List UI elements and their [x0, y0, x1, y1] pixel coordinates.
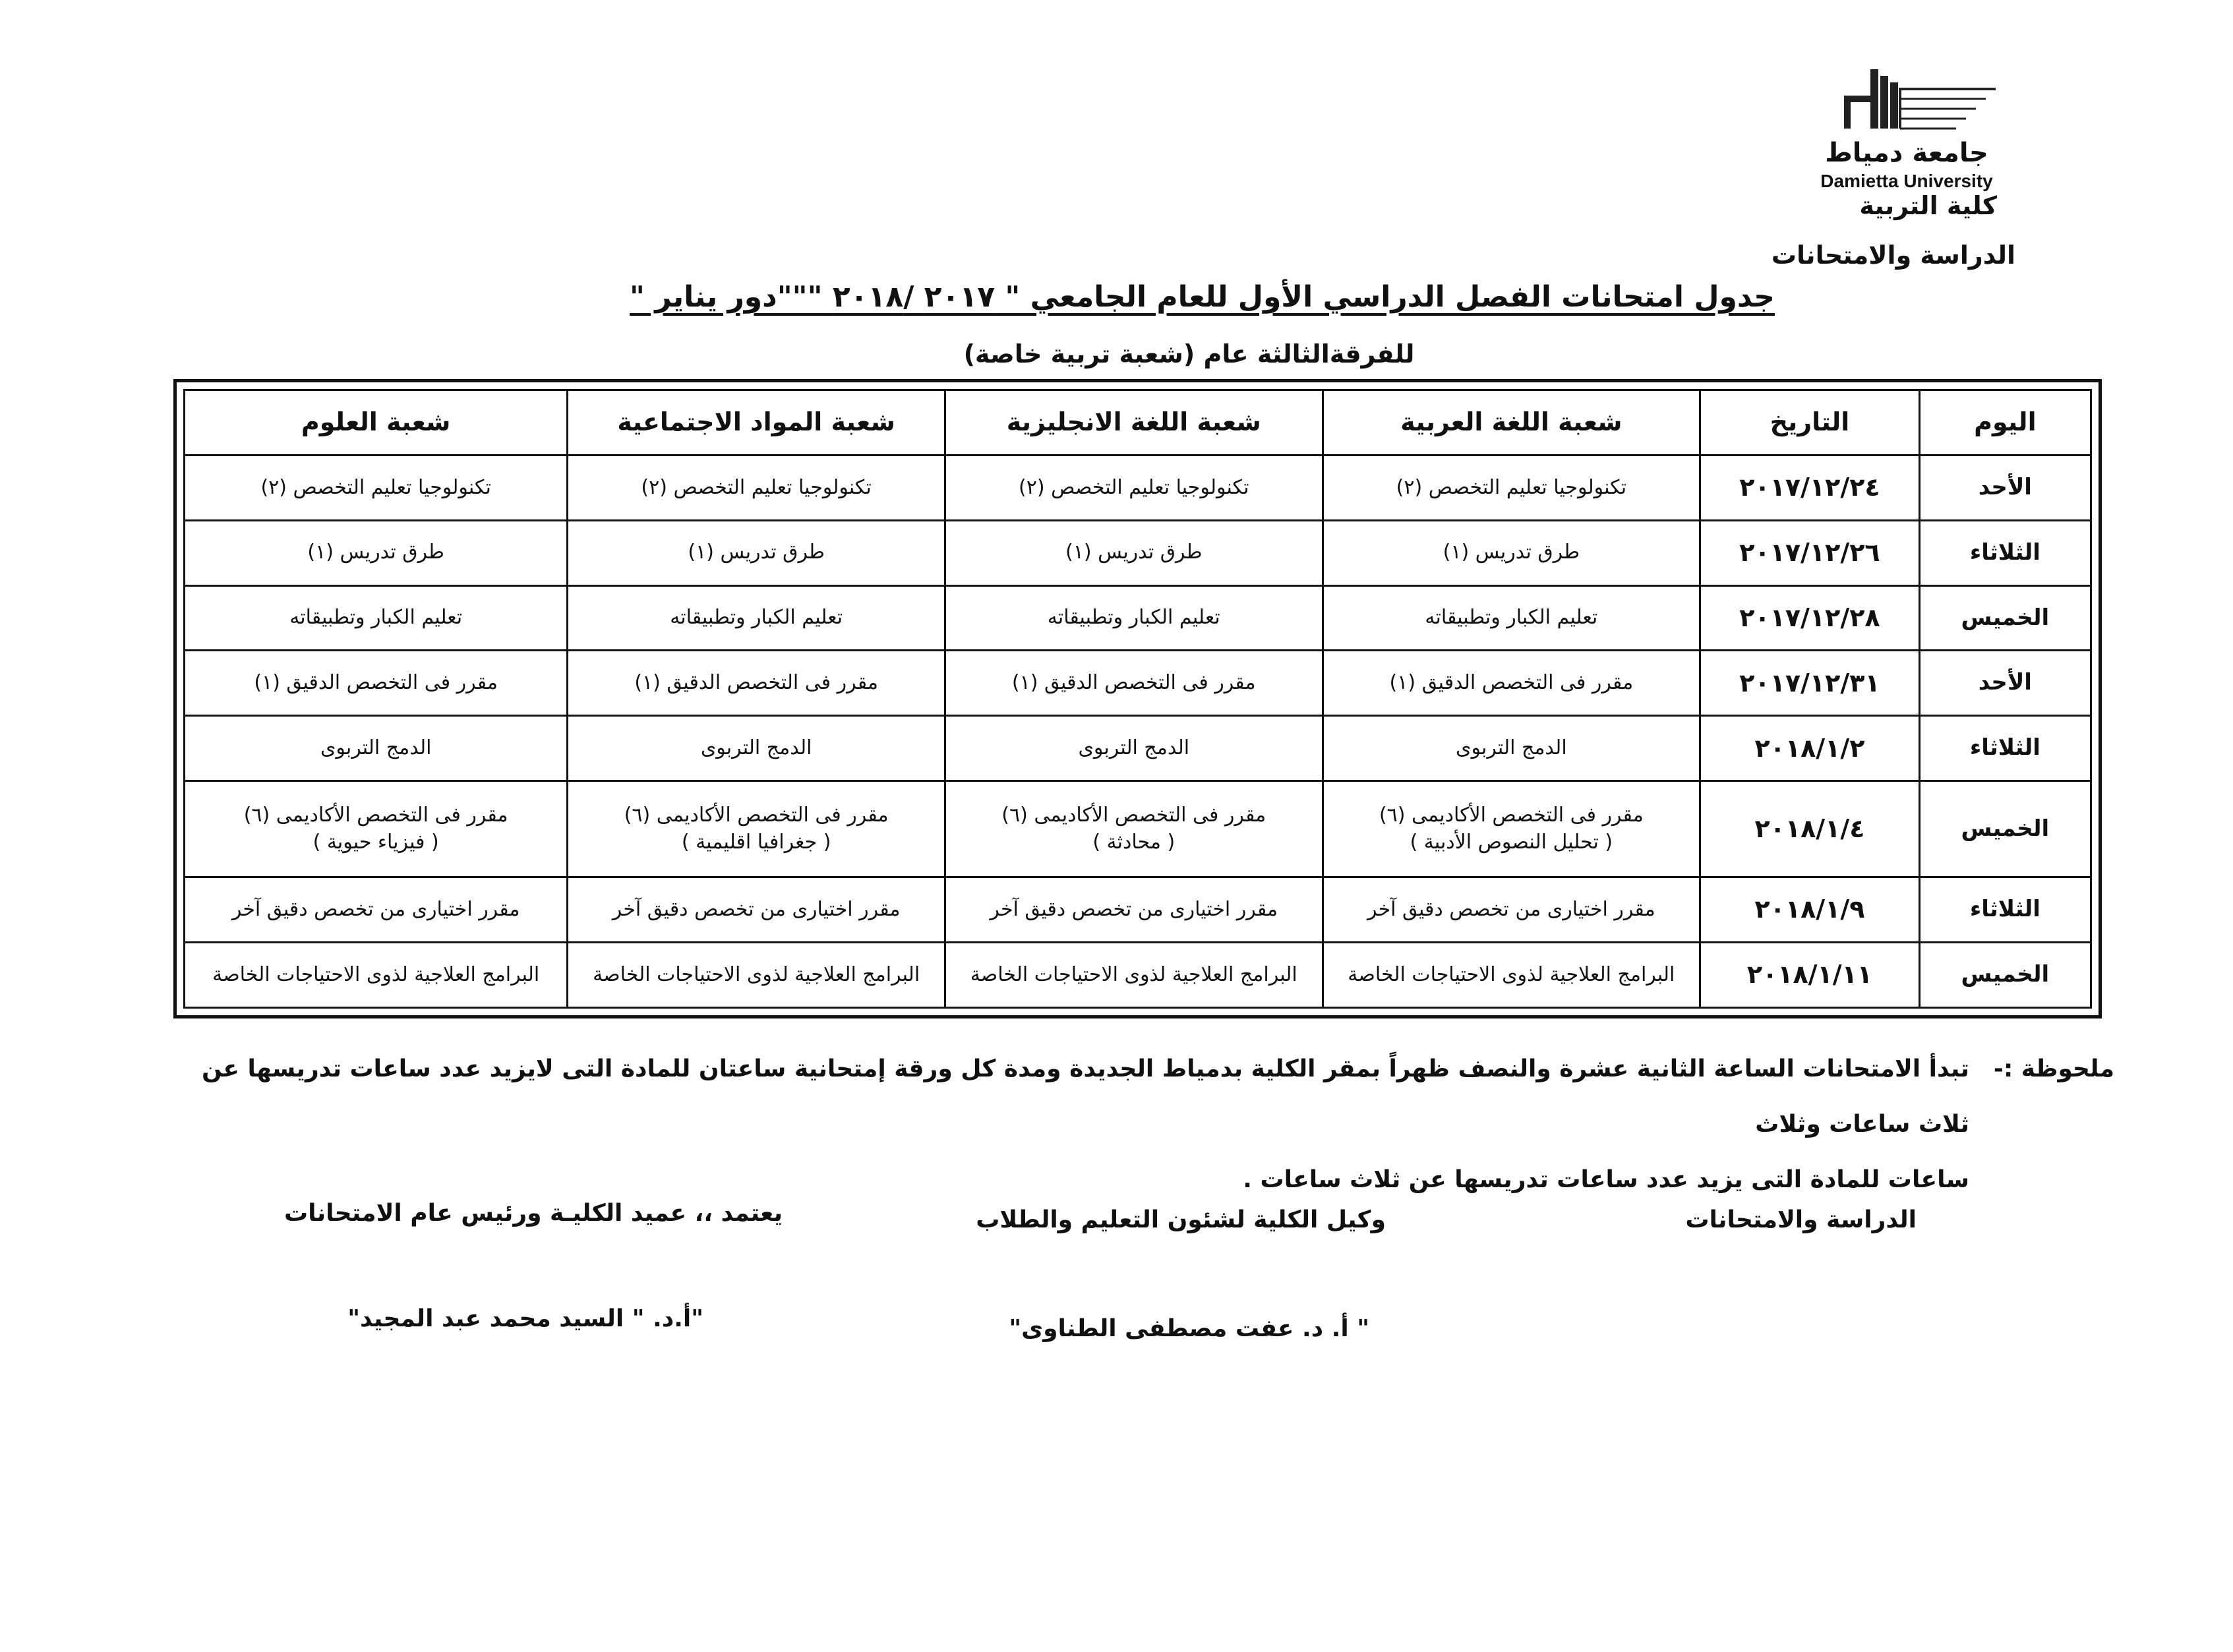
cell-english: الدمج التربوى — [945, 716, 1323, 781]
cell-arabic: طرق تدريس (١) — [1323, 520, 1700, 585]
cell-arabic — [1323, 781, 1700, 877]
header-day: اليوم — [1919, 390, 2091, 456]
cell-english — [945, 781, 1323, 877]
cell-english: تعليم الكبار وتطبيقاته — [945, 585, 1323, 651]
cell-day: الثلاثاء — [1919, 716, 2091, 781]
cell-social: مقرر اختيارى من تخصص دقيق آخر — [568, 877, 945, 943]
signature-vice-dean-name: " أ. د. عفت مصطفى الطناوى" — [1009, 1315, 1369, 1342]
cell-social: الدمج التربوى — [568, 716, 945, 781]
cell-arabic: مقرر اختيارى من تخصص دقيق آخر — [1323, 877, 1700, 943]
cell-date: ٢٠١٧/١٢/٢٦ — [1700, 520, 1920, 585]
cell-day: الثلاثاء — [1919, 877, 2091, 943]
course-topic: ( تحليل النصوص الأدبية ) — [1410, 830, 1613, 854]
note-line-2: ساعات للمادة التى يزيد عدد ساعات تدريسها عن ثلاث ساعات . — [1243, 1166, 1969, 1193]
course-topic: ( جغرافيا اقليمية ) — [681, 830, 831, 854]
page-title: جدول امتحانات الفصل الدراسي الأول للعام الجامعي " ٢٠١٧ /٢٠١٨ """دور يناير " — [630, 280, 1775, 314]
table-row — [185, 716, 2091, 781]
cell-day: الثلاثاء — [1919, 520, 2091, 585]
cell-social — [568, 781, 945, 877]
logo-english-text: Damietta University — [1820, 171, 1993, 191]
exam-schedule-table — [183, 389, 2092, 1009]
course-topic: ( فيزياء حيوية ) — [313, 830, 439, 854]
cell-date: ٢٠١٨/١/٩ — [1700, 877, 1920, 943]
cell-date: ٢٠١٨/١/١١ — [1700, 943, 1920, 1008]
cell-arabic: البرامج العلاجية لذوى الاحتياجات الخاصة — [1323, 943, 1700, 1008]
cell-english: تكنولوجيا تعليم التخصص (٢) — [945, 455, 1323, 520]
cell-science: مقرر اختيارى من تخصص دقيق آخر — [185, 877, 568, 943]
cell-arabic: الدمج التربوى — [1323, 716, 1700, 781]
cell-arabic: مقرر فى التخصص الدقيق (١) — [1323, 651, 1700, 716]
table-row — [185, 781, 2091, 877]
header-science: شعبة العلوم — [185, 390, 568, 456]
table-row — [185, 520, 2091, 585]
signature-vice-dean-title: وكيل الكلية لشئون التعليم والطلاب — [976, 1206, 1386, 1233]
note-label: ملحوظة :- — [1993, 1055, 2114, 1082]
cell-date: ٢٠١٨/١/٤ — [1700, 781, 1920, 877]
signature-dean-name: "أ.د. " السيد محمد عبد المجيد" — [347, 1305, 703, 1332]
course-topic: ( محادثة ) — [1092, 830, 1176, 854]
cell-date: ٢٠١٨/١/٢ — [1700, 716, 1920, 781]
cell-date: ٢٠١٧/١٢/٢٤ — [1700, 455, 1920, 520]
cell-social: مقرر فى التخصص الدقيق (١) — [568, 651, 945, 716]
cell-social: طرق تدريس (١) — [568, 520, 945, 585]
table-row — [185, 943, 2091, 1008]
note-line-1: تبدأ الامتحانات الساعة الثانية عشرة والنصف ظهراً بمقر الكلية بدمياط الجديدة ومدة كل ورقة إمتحانية ساعتان للمادة التى لايزيد عدد ساعات تدريسها عن ثلاث ساعات وثلاث — [201, 1055, 1969, 1138]
university-emblem-icon — [1808, 63, 2006, 142]
cell-day: الخميس — [1919, 585, 2091, 651]
cell-science: الدمج التربوى — [185, 716, 568, 781]
cell-english: مقرر فى التخصص الدقيق (١) — [945, 651, 1323, 716]
header-english: شعبة اللغة الانجليزية — [945, 390, 1323, 456]
course-name: مقرر فى التخصص الأكاديمى (٦) — [1001, 804, 1266, 827]
cell-date: ٢٠١٧/١٢/٣١ — [1700, 651, 1920, 716]
cell-science: البرامج العلاجية لذوى الاحتياجات الخاصة — [185, 943, 568, 1008]
exam-note — [150, 1042, 2114, 1208]
header-social: شعبة المواد الاجتماعية — [568, 390, 945, 456]
cell-science: تعليم الكبار وتطبيقاته — [185, 585, 568, 651]
cell-day: الخميس — [1919, 943, 2091, 1008]
cell-english: البرامج العلاجية لذوى الاحتياجات الخاصة — [945, 943, 1323, 1008]
page-subtitle: للفرقةالثالثة عام (شعبة تربية خاصة) — [963, 339, 1415, 369]
course-name: مقرر فى التخصص الأكاديمى (٦) — [243, 804, 508, 827]
cell-science: طرق تدريس (١) — [185, 520, 568, 585]
department-name: الدراسة والامتحانات — [1771, 241, 2015, 270]
table-header-row — [185, 390, 2091, 456]
table-row — [185, 455, 2091, 520]
table-row — [185, 651, 2091, 716]
cell-arabic: تعليم الكبار وتطبيقاته — [1323, 585, 1700, 651]
cell-science — [185, 781, 568, 877]
cell-social: البرامج العلاجية لذوى الاحتياجات الخاصة — [568, 943, 945, 1008]
table-row — [185, 585, 2091, 651]
cell-day: الأحد — [1919, 651, 2091, 716]
cell-arabic: تكنولوجيا تعليم التخصص (٢) — [1323, 455, 1700, 520]
logo-arabic-text: جامعة دمياط — [1825, 138, 1988, 168]
cell-date: ٢٠١٧/١٢/٢٨ — [1700, 585, 1920, 651]
table-row — [185, 877, 2091, 943]
header-date: التاريخ — [1700, 390, 1920, 456]
cell-english: مقرر اختيارى من تخصص دقيق آخر — [945, 877, 1323, 943]
cell-social: تعليم الكبار وتطبيقاته — [568, 585, 945, 651]
course-name: مقرر فى التخصص الأكاديمى (٦) — [1379, 804, 1644, 827]
course-name: مقرر فى التخصص الأكاديمى (٦) — [624, 804, 889, 827]
cell-science: مقرر فى التخصص الدقيق (١) — [185, 651, 568, 716]
cell-day: الأحد — [1919, 455, 2091, 520]
header-arabic: شعبة اللغة العربية — [1323, 390, 1700, 456]
cell-day: الخميس — [1919, 781, 2091, 877]
signature-department: الدراسة والامتحانات — [1685, 1206, 1917, 1233]
exam-schedule-frame — [173, 379, 2102, 1018]
cell-science: تكنولوجيا تعليم التخصص (٢) — [185, 455, 568, 520]
cell-social: تكنولوجيا تعليم التخصص (٢) — [568, 455, 945, 520]
signature-dean-title: يعتمد ،، عميد الكليـة ورئيس عام الامتحانات — [283, 1200, 783, 1227]
faculty-name: كلية التربية — [1859, 191, 1997, 220]
cell-english: طرق تدريس (١) — [945, 520, 1323, 585]
